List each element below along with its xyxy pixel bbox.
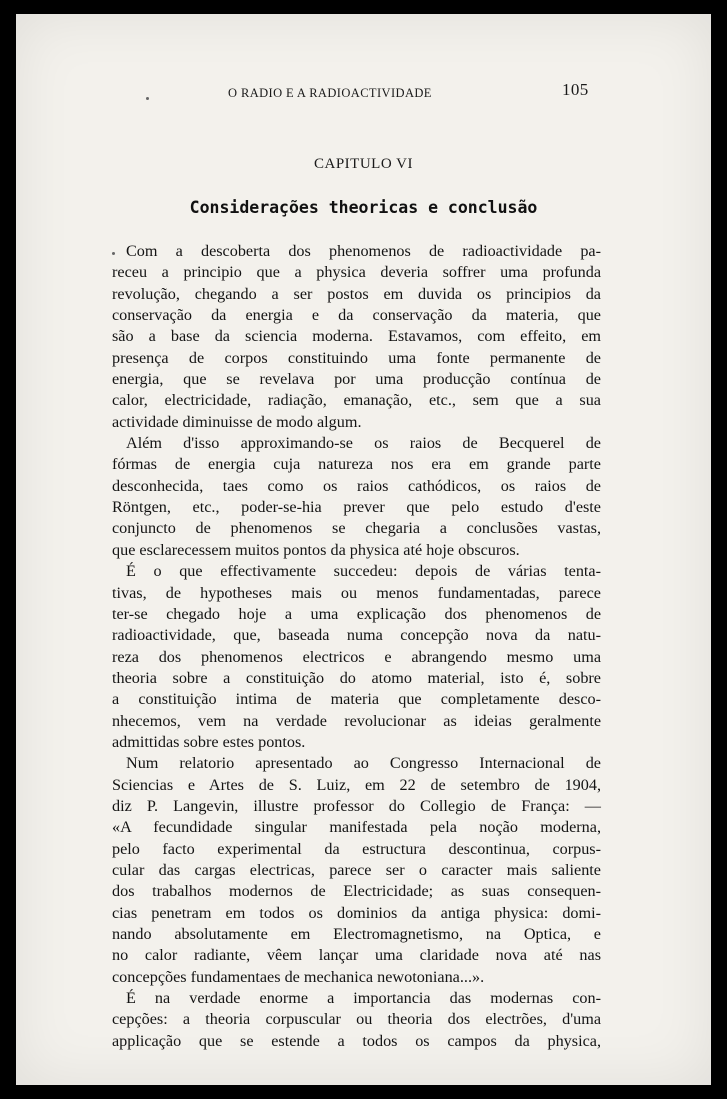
text-line: dos trabalhos modernos de Electricidade; as suas consequen- xyxy=(112,882,601,901)
text-line: calor, electricidade, radiação, emanação, etc., sem que a sua xyxy=(112,391,601,410)
text-line: Além d'isso approximando-se os raios de Becquerel de xyxy=(126,434,601,453)
text-line: nhecemos, vem na verdade revolucionar as ideias geralmente xyxy=(112,711,601,730)
text-line: Röntgen, etc., poder-se-hia prever que pelo estudo d'este xyxy=(112,498,601,517)
book-page xyxy=(16,14,711,1085)
text-line: conservação da energia e da conservação da materia, que xyxy=(112,306,601,325)
print-speck xyxy=(112,252,115,255)
text-line: Com a descoberta dos phenomenos de radioactividade pa- xyxy=(126,242,601,260)
print-speck xyxy=(146,97,149,100)
text-line: Num relatorio apresentado ao Congresso Internacional de xyxy=(126,754,601,773)
paragraph xyxy=(112,753,601,988)
text-line: concepções fundamentaes de mechanica newotoniana...». xyxy=(112,967,485,986)
paragraph xyxy=(112,988,601,1052)
running-title: O RADIO E A RADIOACTIVIDADE xyxy=(228,86,432,100)
text-line: tivas, de hypotheses mais ou menos fundamentadas, parece xyxy=(112,583,601,602)
text-line: pelo facto experimental da estructura descontinua, corpus- xyxy=(112,839,601,858)
text-line: são a base da sciencia moderna. Estavamos, com effeito, em xyxy=(112,327,601,346)
paragraph xyxy=(112,561,601,753)
text-line: a constituição intima de materia que completamente desco- xyxy=(112,690,601,709)
text-line: revolução, chegando a ser postos em duvida os principios da xyxy=(112,284,601,303)
chapter-heading: CAPITULO VI xyxy=(314,156,413,172)
text-line: ter-se chegado hoje a uma explicação dos phenomenos de xyxy=(112,604,601,623)
text-line: energia, que se revelava por uma producção contínua de xyxy=(112,370,601,389)
text-line: receu a principio que a physica deveria soffrer uma profunda xyxy=(112,263,601,282)
text-line: nando absolutamente em Electromagnetismo, na Optica, e xyxy=(112,925,601,943)
page-header xyxy=(16,80,711,104)
text-line: desconhecida, taes como os raios cathódicos, os raios de xyxy=(112,476,601,495)
text-line: no calor radiante, vêem lançar uma claridade nova até nas xyxy=(112,946,601,965)
paragraph xyxy=(112,241,601,433)
text-line: applicação que se estende a todos os campos da physica, xyxy=(112,1031,601,1050)
body-text xyxy=(112,241,601,1052)
text-line: que esclarecessem muitos pontos da physica até hoje obscuros. xyxy=(112,540,520,559)
page-number: 105 xyxy=(562,80,589,99)
text-line: É o que effectivamente succedeu: depois de várias tenta- xyxy=(126,562,601,581)
text-line: admittidas sobre estes pontos. xyxy=(112,732,306,751)
paragraph xyxy=(112,433,601,561)
text-line: Sciencias e Artes de S. Luiz, em 22 de setembro de 1904, xyxy=(112,775,601,794)
section-title: Considerações theoricas e conclusão xyxy=(189,198,538,217)
text-line: cias penetram em todos os dominios da antiga physica: domi- xyxy=(112,903,601,922)
text-line: «A fecundidade singular manifestada pela noção moderna, xyxy=(112,818,601,837)
text-line: cular das cargas electricas, parece ser o caracter mais saliente xyxy=(112,860,601,879)
text-line: cepções: a theoria corpuscular ou theoria dos electrões, d'uma xyxy=(112,1010,601,1029)
text-line: É na verdade enorme a importancia das modernas con- xyxy=(126,989,601,1008)
text-line: conjuncto de phenomenos se chegaria a conclusões vastas, xyxy=(112,519,601,538)
text-line: actividade diminuisse de modo algum. xyxy=(112,412,362,431)
text-line: diz P. Langevin, illustre professor do Collegio de França: — xyxy=(112,796,601,815)
text-line: theoria sobre a constituição do atomo material, isto é, sobre xyxy=(112,668,601,687)
text-line: presença de corpos constituindo uma fonte permanente de xyxy=(112,348,601,367)
text-line: reza dos phenomenos electricos e abrangendo mesmo uma xyxy=(112,647,601,666)
text-line: radioactividade, que, baseada numa concepção nova da natu- xyxy=(112,626,601,645)
text-line: fórmas de energia cuja natureza nos era em grande parte xyxy=(112,455,601,474)
